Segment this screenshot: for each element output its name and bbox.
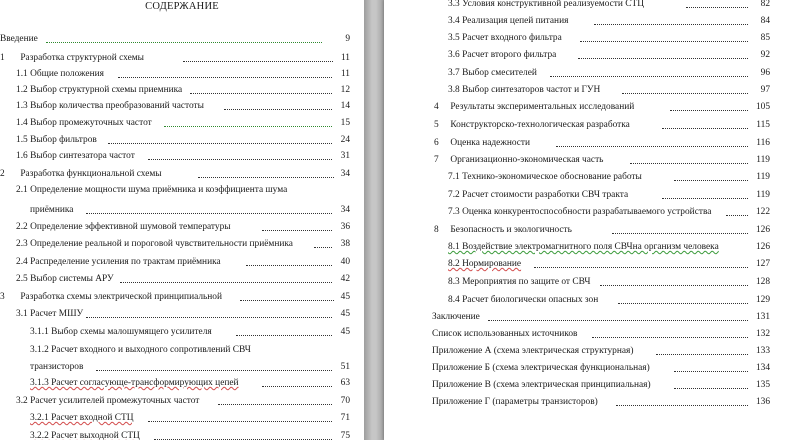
toc-entry-text: 1.6 Выбор синтезатора частот: [16, 151, 135, 161]
toc-entry[interactable]: [448, 171, 642, 183]
toc-leader-dots: [218, 404, 332, 405]
toc-entry[interactable]: [0, 291, 222, 303]
document-page-left: [0, 0, 364, 440]
toc-leader-dots: [600, 285, 748, 286]
toc-page-number: 40: [340, 257, 350, 267]
toc-leader-dots: [662, 198, 748, 199]
toc-entry[interactable]: [448, 276, 591, 288]
toc-entry-text: Приложение Б (схема электрическая функциональная): [432, 363, 650, 373]
toc-entry-text: 3.7 Выбор смесителей: [448, 68, 537, 78]
toc-entry-text: Список использованных источников: [432, 329, 578, 339]
toc-entry[interactable]: [432, 328, 577, 340]
toc-section-number: 3: [0, 292, 5, 302]
toc-page-number: 96: [760, 68, 770, 78]
toc-entry-text: 3.5 Расчет входного фильтра: [448, 33, 562, 43]
toc-leader-dots: [120, 282, 332, 283]
toc-page-number: 12: [340, 85, 350, 95]
toc-page-number: 45: [340, 309, 350, 319]
toc-leader-dots: [46, 42, 322, 43]
toc-leader-dots: [240, 300, 334, 301]
toc-entry-text: 2.5 Выбор системы АРУ: [16, 274, 114, 284]
toc-leader-dots: [488, 320, 748, 321]
toc-entry[interactable]: [16, 221, 231, 233]
toc-entry-text: 8.1 Воздействие электромагнитного поля СВЧна организм человека: [448, 242, 719, 252]
toc-leader-dots: [86, 213, 332, 214]
toc-page-number: 105: [755, 102, 770, 112]
toc-entry[interactable]: [16, 273, 114, 285]
toc-page-number: 24: [340, 135, 350, 145]
toc-leader-dots: [190, 93, 332, 94]
toc-entry-text: 1.5 Выбор фильтров: [16, 135, 97, 145]
toc-leader-dots: [86, 317, 332, 318]
toc-entry[interactable]: [16, 100, 204, 112]
toc-entry[interactable]: [448, 84, 600, 96]
toc-page-number: 70: [340, 396, 350, 406]
toc-entry[interactable]: [434, 137, 530, 149]
toc-entry[interactable]: [448, 241, 719, 253]
toc-entry-text: 8.3 Мероприятия по защите от СВЧ: [448, 277, 591, 287]
toc-entry-text: Разработка схемы электрической принципиальной: [20, 292, 223, 302]
toc-leader-dots: [674, 180, 748, 181]
toc-page-number: 116: [756, 138, 770, 148]
toc-leader-dots: [550, 76, 748, 77]
toc-leader-dots: [616, 405, 748, 406]
toc-page-number: 122: [755, 207, 770, 217]
toc-page-number: 14: [340, 101, 350, 111]
toc-page-number: 119: [756, 172, 770, 182]
toc-leader-dots: [592, 337, 748, 338]
toc-page-number: 132: [755, 329, 770, 339]
toc-leader-dots: [164, 126, 332, 127]
toc-leader-dots: [556, 146, 748, 147]
page-gap: [364, 0, 384, 440]
toc-entry-text: 2.1 Определение мощности шума приёмника и коэффициента шума: [16, 185, 288, 195]
toc-entry-text: транзисторов: [30, 362, 84, 372]
toc-entry[interactable]: [16, 150, 135, 162]
toc-entry-text: 7.3 Оценка конкурентоспособности разрабатываемого устройства: [448, 207, 712, 217]
toc-entry[interactable]: [434, 224, 572, 236]
toc-page-number: 85: [760, 33, 770, 43]
toc-page-number: 75: [340, 431, 350, 440]
toc-section-number: 7: [434, 155, 439, 165]
toc-entry-text: Конструкторско-технологическая разработка: [450, 120, 630, 130]
toc-leader-dots: [246, 265, 332, 266]
toc-leader-dots: [183, 61, 333, 62]
toc-section-number: 1: [0, 53, 5, 63]
toc-entry-text: 3.6 Расчет второго фильтра: [448, 50, 557, 60]
toc-entry[interactable]: [448, 0, 644, 10]
toc-entry[interactable]: [448, 32, 562, 44]
toc-entry-text: Заключение: [432, 312, 480, 322]
toc-entry-text: Разработка структурной схемы: [20, 53, 144, 63]
toc-leader-dots: [612, 233, 748, 234]
toc-entry-text: 1.2 Выбор структурной схемы приемника: [16, 85, 183, 95]
toc-leader-dots: [236, 335, 332, 336]
toc-entry-text: 3.8 Выбор синтезаторов частот и ГУН: [448, 85, 601, 95]
toc-entry-text: 1.4 Выбор промежуточных частот: [16, 118, 152, 128]
toc-page-number: 51: [340, 362, 350, 372]
toc-page-number: 119: [756, 155, 770, 165]
toc-entry[interactable]: [434, 101, 634, 113]
toc-page-number: 84: [760, 16, 770, 26]
toc-entry[interactable]: [30, 326, 212, 338]
toc-entry-text: 7.2 Расчет стоимости разработки СВЧ тракта: [448, 190, 629, 200]
toc-entry-text: Разработка функциональной схемы: [20, 169, 162, 179]
toc-entry-continuation[interactable]: [30, 361, 83, 373]
toc-entry[interactable]: [448, 67, 537, 79]
toc-entry-text: Приложение Г (параметры транзисторов): [432, 397, 598, 407]
toc-entry-text: Безопасность и экологичность: [450, 225, 572, 235]
toc-page-number: 11: [340, 69, 350, 79]
toc-entry[interactable]: [448, 294, 598, 306]
toc-page-number: 127: [755, 259, 770, 269]
toc-entry[interactable]: [432, 396, 598, 408]
toc-entry[interactable]: [30, 430, 140, 440]
toc-leader-dots: [108, 143, 332, 144]
toc-page-number: 129: [755, 295, 770, 305]
toc-entry-text: 1.3 Выбор количества преобразований частоты: [16, 101, 204, 111]
toc-entry[interactable]: [16, 308, 83, 320]
toc-entry[interactable]: [16, 395, 199, 407]
toc-leader-dots: [622, 93, 748, 94]
toc-entry-text: Организационно-экономическая часть: [450, 155, 604, 165]
toc-section-number: 4: [434, 102, 439, 112]
toc-entry-text: 2.4 Распределение усиления по трактам приёмника: [16, 257, 221, 267]
toc-entry[interactable]: [16, 134, 97, 146]
toc-leader-dots: [618, 303, 748, 304]
toc-entry-text: 3.4 Реализация цепей питания: [448, 16, 569, 26]
toc-leader-dots: [656, 354, 748, 355]
toc-entry[interactable]: [30, 344, 251, 356]
toc-entry-text: 3.3 Условия конструктивной реализуемости СТЦ: [448, 0, 644, 9]
toc-entry[interactable]: [448, 49, 556, 61]
toc-entry-text: 7.1 Технико-экономическое обоснование работы: [448, 172, 642, 182]
toc-leader-dots: [148, 159, 332, 160]
toc-page-number: 115: [756, 120, 770, 130]
toc-entry-text: 2.2 Определение эффективной шумовой температуры: [16, 222, 231, 232]
toc-page-number: 128: [755, 277, 770, 287]
toc-section-number: 2: [0, 169, 5, 179]
toc-entry[interactable]: [16, 117, 152, 129]
toc-page-number: 82: [760, 0, 770, 9]
toc-entry[interactable]: [16, 238, 293, 250]
toc-entry-text: 1.1 Общие положения: [16, 69, 104, 79]
toc-entry-text: 3.1 Расчет МШУ: [16, 309, 84, 319]
toc-entry-text: Приложение В (схема электрическая принципиальная): [432, 380, 651, 390]
toc-leader-dots: [148, 421, 332, 422]
toc-page-number: 97: [760, 85, 770, 95]
toc-entry[interactable]: [432, 311, 480, 323]
toc-entry[interactable]: [432, 379, 651, 391]
toc-entry[interactable]: [434, 119, 630, 131]
toc-section-number: 6: [434, 138, 439, 148]
toc-page-number: 92: [760, 50, 770, 60]
toc-leader-dots: [224, 109, 332, 110]
toc-page-number: 42: [340, 274, 350, 284]
toc-leader-dots: [534, 267, 748, 268]
toc-page-number: 126: [755, 242, 770, 252]
toc-page-number: 63: [340, 378, 350, 388]
toc-leader-dots: [674, 388, 748, 389]
toc-leader-dots: [578, 58, 748, 59]
toc-entry[interactable]: [16, 68, 104, 80]
toc-entry[interactable]: [0, 52, 144, 64]
toc-entry[interactable]: [448, 258, 521, 270]
toc-entry[interactable]: [448, 15, 568, 27]
toc-entry[interactable]: [30, 377, 239, 389]
toc-leader-dots: [96, 370, 332, 371]
toc-leader-dots: [580, 41, 748, 42]
toc-entry-text: Приложение А (схема электрическая структурная): [432, 346, 634, 356]
toc-page-number: 11: [340, 53, 350, 63]
toc-entry[interactable]: [16, 84, 182, 96]
toc-leader-dots: [594, 24, 748, 25]
toc-page-number: 38: [340, 239, 350, 249]
toc-leader-dots: [686, 7, 748, 8]
toc-entry-continuation[interactable]: [30, 204, 73, 216]
toc-leader-dots: [198, 177, 334, 178]
toc-title: СОДЕРЖАНИЕ: [145, 1, 219, 12]
toc-entry[interactable]: [0, 33, 38, 45]
toc-section-number: 8: [434, 225, 439, 235]
document-page-right: [384, 0, 800, 440]
toc-page-number: 126: [755, 225, 770, 235]
toc-entry[interactable]: [16, 256, 221, 268]
toc-entry-text: 8.4 Расчет биологически опасных зон: [448, 295, 599, 305]
toc-page-number: 133: [755, 346, 770, 356]
toc-leader-dots: [262, 386, 332, 387]
toc-entry-text: 3.1.3 Расчет согласующе-трансформирующих цепей: [30, 378, 239, 388]
toc-leader-dots: [630, 163, 748, 164]
toc-leader-dots: [674, 371, 748, 372]
toc-page-number: 31: [340, 151, 350, 161]
toc-leader-dots: [726, 215, 748, 216]
toc-page-number: 119: [756, 190, 770, 200]
toc-page-number: 34: [340, 205, 350, 215]
toc-entry-text: 3.1.2 Расчет входного и выходного сопротивлений СВЧ: [30, 345, 251, 355]
toc-entry-text: приёмника: [30, 205, 74, 215]
toc-entry-text: Введение: [0, 34, 38, 44]
toc-page-number: 34: [340, 169, 350, 179]
toc-entry[interactable]: [432, 345, 633, 357]
toc-entry[interactable]: [16, 184, 287, 196]
toc-entry-text: 2.3 Определение реальной и пороговой чувствительности приёмника: [16, 239, 293, 249]
toc-entry-text: 3.2.1 Расчет входной СТЦ: [30, 413, 134, 423]
toc-leader-dots: [118, 77, 332, 78]
toc-section-number: 5: [434, 120, 439, 130]
toc-entry-text: 3.2.2 Расчет выходной СТЦ: [30, 431, 140, 440]
toc-entry-text: 3.1.1 Выбор схемы малошумящего усилителя: [30, 327, 212, 337]
toc-page-number: 45: [340, 327, 350, 337]
toc-page-number: 135: [755, 380, 770, 390]
toc-entry[interactable]: [448, 206, 711, 218]
toc-entry[interactable]: [434, 154, 603, 166]
toc-leader-dots: [262, 230, 332, 231]
toc-entry[interactable]: [0, 168, 162, 180]
toc-entry-text: 3.2 Расчет усилителей промежуточных частот: [16, 396, 200, 406]
toc-page-number: 45: [340, 292, 350, 302]
toc-page-number: 15: [340, 118, 350, 128]
toc-leader-dots: [662, 128, 748, 129]
toc-entry[interactable]: [448, 189, 628, 201]
toc-leader-dots: [670, 110, 748, 111]
toc-entry-text: Результаты экспериментальных исследований: [450, 102, 635, 112]
toc-page-number: 134: [755, 363, 770, 373]
toc-page-number: 9: [345, 34, 350, 44]
toc-page-number: 36: [340, 222, 350, 232]
toc-entry-text: 8.2 Нормирование: [448, 259, 522, 269]
toc-entry[interactable]: [30, 412, 134, 424]
toc-page-number: 71: [340, 413, 350, 423]
toc-entry[interactable]: [432, 362, 650, 374]
toc-entry-text: Оценка надежности: [450, 138, 531, 148]
toc-page-number: 131: [755, 312, 770, 322]
toc-page-number: 136: [755, 397, 770, 407]
